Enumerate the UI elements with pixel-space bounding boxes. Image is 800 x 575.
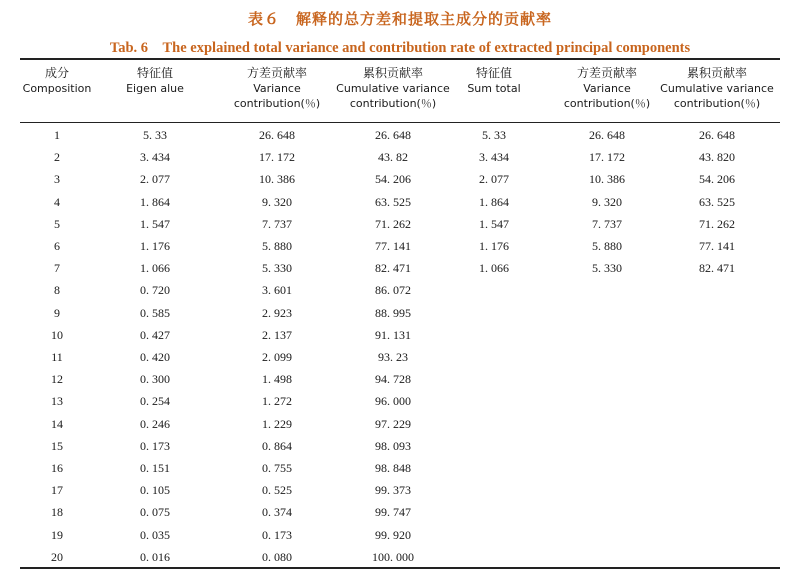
table-cell-variance: 0. 864 bbox=[262, 438, 292, 453]
table-cell-variance: 17. 172 bbox=[259, 150, 295, 165]
table-cell-sum_total: 5. 33 bbox=[482, 128, 506, 142]
table-cell-sum_total: 3. 434 bbox=[479, 150, 509, 165]
table-cell-variance: 5. 330 bbox=[262, 261, 292, 276]
table-cell-composition: 6 bbox=[54, 239, 60, 253]
table-cell-cumulative: 86. 072 bbox=[375, 283, 411, 298]
table-cell-composition: 13 bbox=[51, 394, 63, 409]
table-cell-cumulative: 82. 471 bbox=[375, 261, 411, 276]
table-cell-variance: 0. 525 bbox=[262, 483, 292, 498]
table-cell-composition: 11 bbox=[51, 350, 63, 364]
table-cell-composition: 3 bbox=[54, 172, 60, 187]
table-cell-eigen: 0. 151 bbox=[140, 461, 170, 475]
column-header-en: Cumulative variance bbox=[336, 82, 450, 95]
table-cell-cumulative2: 43. 820 bbox=[699, 150, 735, 165]
table-cell-cumulative: 93. 23 bbox=[378, 350, 408, 364]
table-cell-variance2: 10. 386 bbox=[589, 172, 625, 187]
table-cell-cumulative: 97. 229 bbox=[375, 416, 411, 431]
column-header-en: Variance bbox=[583, 82, 631, 95]
table-cell-composition: 10 bbox=[51, 327, 63, 342]
table-cell-variance: 2. 923 bbox=[262, 305, 292, 320]
table-cell-cumulative2: 63. 525 bbox=[699, 194, 735, 209]
table-cell-eigen: 1. 176 bbox=[140, 239, 170, 253]
column-header-cumulative bbox=[333, 66, 453, 118]
column-header-en: contribution(％) bbox=[673, 97, 761, 110]
table-cell-eigen: 0. 254 bbox=[140, 394, 170, 409]
table-cell-variance2: 9. 320 bbox=[592, 194, 622, 209]
table-cell-cumulative2: 71. 262 bbox=[699, 216, 735, 231]
table-cell-eigen: 2. 077 bbox=[140, 172, 170, 187]
table-cell-composition: 20 bbox=[51, 549, 63, 564]
table-cell-cumulative: 94. 728 bbox=[375, 372, 411, 387]
table-cell-variance: 2. 137 bbox=[262, 327, 292, 342]
column-header-composition bbox=[15, 66, 99, 118]
column-header-eigen bbox=[105, 66, 205, 118]
table-cell-eigen: 0. 427 bbox=[140, 327, 170, 342]
table-cell-eigen: 0. 075 bbox=[140, 505, 170, 520]
table-title-en: Tab. 6 The explained total variance and contribution rate of extracted principal components bbox=[109, 40, 691, 56]
table-cell-cumulative: 100. 000 bbox=[372, 549, 414, 564]
column-header-cn: 特征值 bbox=[136, 66, 173, 80]
table-cell-cumulative: 71. 262 bbox=[375, 216, 411, 231]
table-cell-cumulative: 54. 206 bbox=[375, 172, 411, 187]
table-cell-eigen: 0. 035 bbox=[140, 527, 170, 542]
table-cell-cumulative: 96. 000 bbox=[375, 394, 411, 409]
table-cell-eigen: 0. 300 bbox=[140, 372, 170, 387]
table-cell-cumulative: 99. 920 bbox=[375, 527, 411, 542]
table-cell-eigen: 3. 434 bbox=[140, 150, 170, 165]
table-cell-variance2: 7. 737 bbox=[592, 216, 622, 231]
table-cell-eigen: 0. 420 bbox=[140, 350, 170, 364]
table-cell-sum_total: 1. 864 bbox=[479, 194, 509, 209]
table-cell-sum_total: 2. 077 bbox=[479, 172, 509, 187]
table-cell-eigen: 0. 246 bbox=[140, 416, 170, 431]
table-cell-variance: 0. 374 bbox=[262, 505, 292, 520]
table-cell-composition: 7 bbox=[54, 261, 60, 276]
table-cell-composition: 15 bbox=[51, 438, 63, 453]
table-cell-variance: 3. 601 bbox=[262, 283, 292, 298]
table-cell-composition: 5 bbox=[54, 216, 60, 231]
column-header-sum_total bbox=[449, 66, 539, 118]
table-cell-eigen: 1. 066 bbox=[140, 261, 170, 276]
table-cell-variance2: 5. 880 bbox=[592, 239, 622, 253]
column-header-cn: 方差贡献率 bbox=[576, 66, 637, 80]
column-header-cn: 特征值 bbox=[475, 66, 512, 80]
table-cell-composition: 1 bbox=[54, 128, 60, 142]
table-cell-variance: 7. 737 bbox=[262, 216, 292, 231]
column-header-cn: 累积贡献率 bbox=[686, 66, 747, 80]
header-rule bbox=[20, 122, 780, 123]
column-header-en: contribution(％) bbox=[563, 97, 651, 110]
column-header-en: Eigen alue bbox=[126, 82, 184, 95]
table-cell-variance2: 26. 648 bbox=[589, 128, 625, 142]
table-cell-variance: 0. 173 bbox=[262, 527, 292, 542]
column-header-en: Cumulative variance bbox=[660, 82, 774, 95]
table-cell-eigen: 0. 016 bbox=[140, 549, 170, 564]
column-header-variance2 bbox=[547, 66, 667, 118]
column-header-en: Variance bbox=[253, 82, 301, 95]
table-cell-eigen: 1. 547 bbox=[140, 216, 170, 231]
table-cell-variance: 1. 272 bbox=[262, 394, 292, 409]
table-cell-cumulative: 98. 848 bbox=[375, 461, 411, 475]
column-header-en: contribution(％) bbox=[349, 97, 437, 110]
table-cell-cumulative: 98. 093 bbox=[375, 438, 411, 453]
table-cell-cumulative: 43. 82 bbox=[378, 150, 408, 165]
table-cell-cumulative2: 26. 648 bbox=[699, 128, 735, 142]
table-cell-sum_total: 1. 547 bbox=[479, 216, 509, 231]
table-cell-variance2: 5. 330 bbox=[592, 261, 622, 276]
table-cell-variance: 26. 648 bbox=[259, 128, 295, 142]
table-cell-composition: 4 bbox=[54, 194, 60, 209]
table-cell-eigen: 0. 105 bbox=[140, 483, 170, 498]
table-cell-composition: 14 bbox=[51, 416, 63, 431]
column-header-en: contribution(％) bbox=[233, 97, 321, 110]
table-cell-cumulative2: 77. 141 bbox=[699, 239, 735, 253]
column-header-en: Composition bbox=[22, 82, 92, 95]
table-cell-eigen: 1. 864 bbox=[140, 194, 170, 209]
table-cell-composition: 12 bbox=[51, 372, 63, 387]
table-cell-variance: 1. 229 bbox=[262, 416, 292, 431]
table-cell-eigen: 0. 720 bbox=[140, 283, 170, 298]
column-header-en: Sum total bbox=[467, 82, 521, 95]
table-cell-composition: 19 bbox=[51, 527, 63, 542]
table-title-cn: 表６ 解释的总方差和提取主成分的贡献率 bbox=[247, 10, 552, 28]
table-cell-cumulative: 99. 747 bbox=[375, 505, 411, 520]
top-rule bbox=[20, 58, 780, 60]
table-cell-cumulative: 99. 373 bbox=[375, 483, 411, 498]
table-cell-variance: 9. 320 bbox=[262, 194, 292, 209]
table-cell-sum_total: 1. 066 bbox=[479, 261, 509, 276]
table-cell-cumulative: 91. 131 bbox=[375, 327, 411, 342]
table-cell-composition: 18 bbox=[51, 505, 63, 520]
table-cell-cumulative2: 54. 206 bbox=[699, 172, 735, 187]
table-cell-variance: 1. 498 bbox=[262, 372, 292, 387]
table-cell-cumulative2: 82. 471 bbox=[699, 261, 735, 276]
table-cell-variance: 10. 386 bbox=[259, 172, 295, 187]
table-cell-eigen: 5. 33 bbox=[143, 128, 167, 142]
table-cell-composition: 9 bbox=[54, 305, 60, 320]
table-cell-variance: 0. 755 bbox=[262, 461, 292, 475]
table-cell-composition: 16 bbox=[51, 461, 63, 475]
table-cell-cumulative: 63. 525 bbox=[375, 194, 411, 209]
table-cell-variance: 5. 880 bbox=[262, 239, 292, 253]
table-cell-composition: 8 bbox=[54, 283, 60, 298]
table-cell-variance: 0. 080 bbox=[262, 549, 292, 564]
table-cell-eigen: 0. 585 bbox=[140, 305, 170, 320]
table-cell-cumulative: 26. 648 bbox=[375, 128, 411, 142]
column-header-cn: 累积贡献率 bbox=[362, 66, 423, 80]
table-cell-cumulative: 88. 995 bbox=[375, 305, 411, 320]
table-cell-cumulative: 77. 141 bbox=[375, 239, 411, 253]
column-header-cn: 方差贡献率 bbox=[246, 66, 307, 80]
column-header-variance bbox=[217, 66, 337, 118]
table-cell-sum_total: 1. 176 bbox=[479, 239, 509, 253]
table-cell-composition: 2 bbox=[54, 150, 60, 165]
table-cell-eigen: 0. 173 bbox=[140, 438, 170, 453]
table-cell-variance: 2. 099 bbox=[262, 350, 292, 364]
column-header-cumulative2 bbox=[657, 66, 777, 118]
table-cell-variance2: 17. 172 bbox=[589, 150, 625, 165]
table-cell-composition: 17 bbox=[51, 483, 63, 498]
column-header-cn: 成分 bbox=[44, 66, 69, 80]
